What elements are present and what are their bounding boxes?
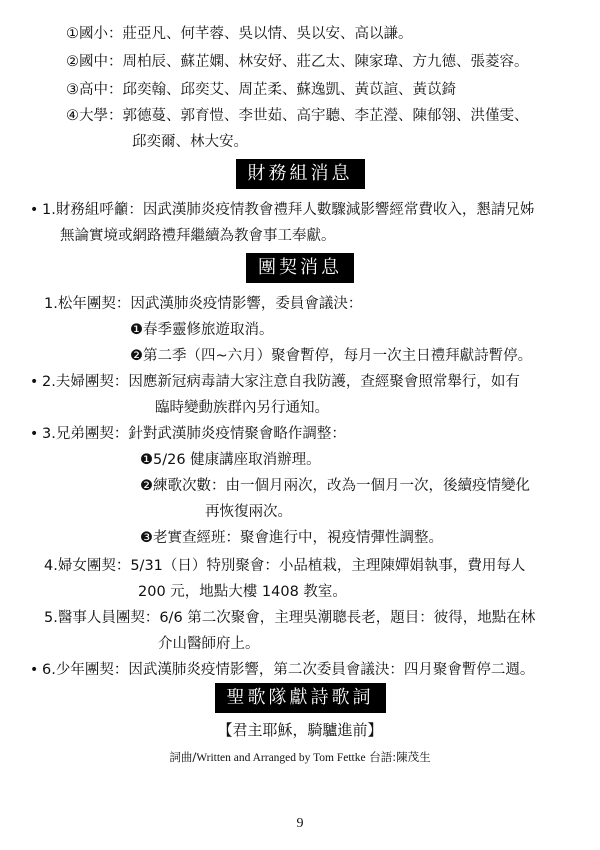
song-credits: 詞曲/Written and Arranged by Tom Fettke 台語:陳茂生 [169, 750, 431, 764]
bullet-dot: • [30, 426, 39, 442]
song-title: 【君主耶穌，騎驢進前】 [217, 721, 383, 739]
label: 國中： [79, 54, 123, 70]
youth-fellowship-line1: 6.少年團契：因武漢肺炎疫情影響，第二次委員會議決：四月聚會暫停二週。 [42, 662, 535, 678]
brothers-fellowship-title: 3.兄弟團契：針對武漢肺炎疫情聚會略作調整： [42, 426, 346, 442]
senior-fellowship-sub1: ❶春季靈修旅遊取消。 [130, 322, 274, 338]
choir-heading: 聖歌隊獻詩歌詞 [0, 683, 600, 713]
finance-heading: 財務組消息 [0, 159, 600, 189]
names: 周柏辰、蘇芷嫻、林安妤、莊乙太、陳家瑋、方九德、張菱容。 [122, 54, 529, 70]
scholarship-elementary [66, 24, 413, 44]
bullet-dot: • [30, 374, 39, 390]
scholarship-senior-high [66, 80, 456, 100]
label: 高中： [79, 82, 123, 98]
fellowship-heading: 團契消息 [0, 253, 600, 283]
medical-fellowship-line2: 介山醫師府上。 [158, 636, 260, 652]
women-fellowship-line2: 200 元，地點大樓 1408 教室。 [138, 584, 347, 600]
couples-fellowship-line2: 臨時變動族群內另行通知。 [155, 400, 329, 416]
bullet-dot: • [30, 202, 39, 218]
names: 莊亞凡、何芊蓉、吳以情、吳以安、高以謙。 [122, 26, 413, 42]
names: 郭德蔓、郭育愷、李世茹、高宇聽、李芷瀅、陳郁翎、洪僅雯、 [122, 108, 529, 124]
brothers-fellowship-sub3: ❸老實查經班：聚會進行中，視疫情彈性調整。 [140, 530, 443, 546]
brothers-fellowship-sub2-line1: ❷練歌次數：由一個月兩次，改為一個月一次，後續疫情變化 [140, 478, 530, 494]
senior-fellowship-title: 1.松年團契：因武漢肺炎疫情影響，委員會議決： [44, 296, 363, 312]
medical-fellowship-line1: 5.醫事人員團契：6/6 第二次聚會，主理吳潮聰長老，題目：彼得，地點在林 [44, 610, 536, 626]
marker: ② [66, 54, 79, 70]
marker: ③ [66, 82, 79, 98]
finance-item-line2: 無論實境或網路禮拜繼續為教會事工奉獻。 [60, 228, 336, 244]
marker: ④ [66, 108, 79, 124]
page-number: 9 [296, 816, 304, 831]
scholarship-university-continued: 邱奕爾、林大安。 [132, 134, 248, 150]
marker: ① [66, 26, 79, 42]
brothers-fellowship-sub1: ❶5/26 健康講座取消辦理。 [140, 452, 321, 468]
label: 國小： [79, 26, 123, 42]
scholarship-junior-high [66, 52, 529, 72]
label: 大學： [79, 108, 123, 124]
brothers-fellowship-sub2-line2: 再恢復兩次。 [205, 504, 292, 520]
finance-item-line1: 1.財務組呼籲：因武漢肺炎疫情教會禮拜人數驟減影響經常費收入，懇請兄姊 [42, 202, 535, 218]
bullet-dot: • [30, 662, 39, 678]
couples-fellowship-line1: 2.夫婦團契：因應新冠病毒請大家注意自我防護，查經聚會照常舉行，如有 [42, 374, 520, 390]
scholarship-university [66, 106, 529, 126]
names: 邱奕翰、邱奕艾、周芷柔、蘇逸凱、黃苡諠、黃苡錡 [122, 82, 456, 98]
women-fellowship-line1: 4.婦女團契：5/31（日）特別聚會：小品植栽，主理陳嬋娟執事，費用每人 [44, 558, 526, 574]
senior-fellowship-sub2: ❷第二季（四~六月）聚會暫停，每月一次主日禮拜獻詩暫停。 [130, 348, 533, 364]
